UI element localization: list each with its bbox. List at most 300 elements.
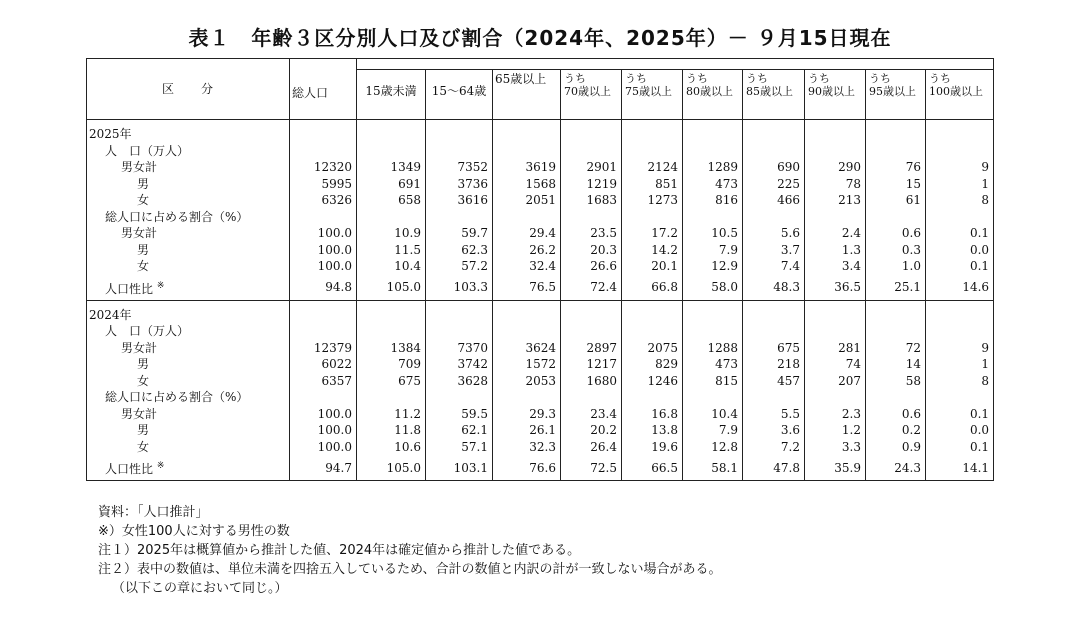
value-cell: 1680 xyxy=(561,373,622,390)
value-cell: 1289 xyxy=(683,159,743,176)
empty-cell xyxy=(357,209,426,226)
table-row xyxy=(87,176,994,193)
value-cell: 5.6 xyxy=(743,225,805,242)
empty-cell xyxy=(805,389,866,406)
value-cell: 3736 xyxy=(426,176,493,193)
header-uchi-label: うち xyxy=(746,72,768,85)
table-row xyxy=(87,242,994,259)
value-cell: 76 xyxy=(866,159,926,176)
table-row xyxy=(87,126,994,143)
value-cell: 1683 xyxy=(561,192,622,209)
value-cell: 0.6 xyxy=(866,225,926,242)
empty-cell xyxy=(357,143,426,160)
value-cell: 3742 xyxy=(426,356,493,373)
value-cell: 466 xyxy=(743,192,805,209)
empty-cell xyxy=(805,323,866,340)
empty-cell xyxy=(683,307,743,324)
value-cell: 218 xyxy=(743,356,805,373)
value-cell: 26.2 xyxy=(493,242,561,259)
value-cell: 32.3 xyxy=(493,439,561,456)
empty-cell xyxy=(926,307,994,324)
value-cell: 7.4 xyxy=(743,258,805,275)
value-cell: 23.4 xyxy=(561,406,622,423)
value-cell: 48.3 xyxy=(743,275,805,301)
row-label xyxy=(87,439,290,456)
value-cell: 2901 xyxy=(561,159,622,176)
empty-cell xyxy=(290,323,357,340)
value-cell: 1.3 xyxy=(805,242,866,259)
row-label-text: 女 xyxy=(137,373,150,388)
value-cell: 1.2 xyxy=(805,422,866,439)
value-cell: 1246 xyxy=(622,373,683,390)
empty-cell xyxy=(290,126,357,143)
header-under15 xyxy=(357,70,426,120)
value-cell: 2.3 xyxy=(805,406,866,423)
value-cell: 829 xyxy=(622,356,683,373)
row-label xyxy=(87,192,290,209)
empty-cell xyxy=(290,209,357,226)
header-category xyxy=(87,59,290,120)
table-row xyxy=(87,340,994,357)
value-cell: 72.5 xyxy=(561,455,622,481)
note-2: 注２）表中の数値は、単位未満を四捨五入しているため、合計の数値と内訳の計が一致しない場合がある。 xyxy=(98,562,722,577)
row-label xyxy=(87,422,290,439)
empty-cell xyxy=(493,389,561,406)
value-cell: 13.8 xyxy=(622,422,683,439)
table-notes xyxy=(98,503,721,598)
table-title: 表１ 年齢３区分別人口及び割合（2024年、2025年）－ ９月15日現在 xyxy=(188,26,892,50)
empty-cell xyxy=(926,209,994,226)
value-cell: 11.5 xyxy=(357,242,426,259)
value-cell: 9 xyxy=(926,159,994,176)
header-sub-5 xyxy=(866,70,926,120)
value-cell: 72.4 xyxy=(561,275,622,301)
empty-cell xyxy=(357,389,426,406)
value-cell: 14 xyxy=(866,356,926,373)
empty-cell xyxy=(926,389,994,406)
header-uchi-label: うち xyxy=(625,72,647,85)
header-row xyxy=(87,59,994,70)
value-cell: 473 xyxy=(683,356,743,373)
empty-cell xyxy=(357,126,426,143)
empty-cell xyxy=(426,323,493,340)
value-cell: 24.3 xyxy=(866,455,926,481)
share-heading-text: 総人口に占める割合（%） xyxy=(105,209,249,224)
value-cell: 290 xyxy=(805,159,866,176)
share-heading xyxy=(87,209,290,226)
value-cell: 5995 xyxy=(290,176,357,193)
header-65plus-label: 65歳以上 xyxy=(495,72,547,86)
value-cell: 66.8 xyxy=(622,275,683,301)
value-cell: 66.5 xyxy=(622,455,683,481)
header-total-label: 総人口 xyxy=(292,86,329,100)
value-cell: 281 xyxy=(805,340,866,357)
value-cell: 2.4 xyxy=(805,225,866,242)
value-cell: 1568 xyxy=(493,176,561,193)
value-cell: 2897 xyxy=(561,340,622,357)
value-cell: 57.1 xyxy=(426,439,493,456)
header-sub-0 xyxy=(561,70,622,120)
value-cell: 8 xyxy=(926,192,994,209)
value-cell: 0.0 xyxy=(926,242,994,259)
empty-cell xyxy=(866,389,926,406)
empty-cell xyxy=(683,126,743,143)
value-cell: 57.2 xyxy=(426,258,493,275)
value-cell: 76.6 xyxy=(493,455,561,481)
row-label-text: 男女計 xyxy=(121,226,158,240)
value-cell: 1572 xyxy=(493,356,561,373)
value-cell: 58.1 xyxy=(683,455,743,481)
empty-cell xyxy=(805,209,866,226)
header-sub-label: 75歳以上 xyxy=(625,85,672,98)
value-cell: 3628 xyxy=(426,373,493,390)
value-cell: 10.9 xyxy=(357,225,426,242)
header-sub-3 xyxy=(743,70,805,120)
table-row xyxy=(87,143,994,160)
asterisk-mark: ※ xyxy=(156,280,165,291)
value-cell: 10.4 xyxy=(683,406,743,423)
empty-cell xyxy=(683,209,743,226)
note-asterisk: ※）女性100人に対する男性の数 xyxy=(98,524,290,539)
value-cell: 7.2 xyxy=(743,439,805,456)
value-cell: 14.6 xyxy=(926,275,994,301)
value-cell: 1219 xyxy=(561,176,622,193)
row-label-text: 女 xyxy=(137,193,150,207)
empty-cell xyxy=(357,323,426,340)
table-row xyxy=(87,373,994,390)
value-cell: 11.2 xyxy=(357,406,426,423)
value-cell: 100.0 xyxy=(290,225,357,242)
row-label xyxy=(87,159,290,176)
value-cell: 74 xyxy=(805,356,866,373)
table-row xyxy=(87,192,994,209)
empty-cell xyxy=(357,307,426,324)
value-cell: 105.0 xyxy=(357,455,426,481)
empty-cell xyxy=(805,126,866,143)
value-cell: 29.4 xyxy=(493,225,561,242)
value-cell: 20.3 xyxy=(561,242,622,259)
section-year xyxy=(87,126,290,143)
value-cell: 1273 xyxy=(622,192,683,209)
value-cell: 20.1 xyxy=(622,258,683,275)
value-cell: 851 xyxy=(622,176,683,193)
value-cell: 23.5 xyxy=(561,225,622,242)
value-cell: 0.1 xyxy=(926,258,994,275)
empty-cell xyxy=(493,143,561,160)
value-cell: 94.7 xyxy=(290,455,357,481)
row-label-text: 男 xyxy=(137,423,150,437)
value-cell: 1349 xyxy=(357,159,426,176)
header-category-label: 区 分 xyxy=(161,81,214,96)
value-cell: 61 xyxy=(866,192,926,209)
value-cell: 100.0 xyxy=(290,439,357,456)
empty-cell xyxy=(866,307,926,324)
section-year-text: 2025年 xyxy=(89,127,132,141)
asterisk-mark: ※ xyxy=(156,461,165,471)
table-row xyxy=(87,275,994,301)
row-label-text: 女 xyxy=(137,259,150,273)
header-sub-6 xyxy=(926,70,994,120)
empty-cell xyxy=(622,209,683,226)
header-15to64 xyxy=(426,70,493,120)
empty-cell xyxy=(866,143,926,160)
empty-cell xyxy=(805,143,866,160)
population-heading-text: 人 口（万人） xyxy=(105,324,190,338)
table-row xyxy=(87,439,994,456)
empty-cell xyxy=(805,307,866,324)
row-label xyxy=(87,373,290,390)
empty-cell xyxy=(683,389,743,406)
header-sub-label: 80歳以上 xyxy=(686,85,733,98)
value-cell: 11.8 xyxy=(357,422,426,439)
header-sub-2 xyxy=(683,70,743,120)
value-cell: 1288 xyxy=(683,340,743,357)
value-cell: 10.5 xyxy=(683,225,743,242)
value-cell: 62.1 xyxy=(426,422,493,439)
value-cell: 76.5 xyxy=(493,275,561,301)
share-heading xyxy=(87,389,290,406)
header-uchi-label: うち xyxy=(686,72,708,85)
row-label-text: 男 xyxy=(137,242,150,257)
table-row xyxy=(87,389,994,406)
row-label xyxy=(87,176,290,193)
note-1: 注１）2025年は概算値から推計した値、2024年は確定値から推計した値である。 xyxy=(98,543,581,558)
empty-cell xyxy=(290,307,357,324)
value-cell: 100.0 xyxy=(290,406,357,423)
row-label-text: 男 xyxy=(137,357,150,371)
value-cell: 1384 xyxy=(357,340,426,357)
empty-cell xyxy=(926,143,994,160)
value-cell: 29.3 xyxy=(493,406,561,423)
value-cell: 100.0 xyxy=(290,258,357,275)
empty-cell xyxy=(622,323,683,340)
row-label-text: 男女計 xyxy=(121,160,158,174)
value-cell: 16.8 xyxy=(622,406,683,423)
value-cell: 6326 xyxy=(290,192,357,209)
row-label xyxy=(87,406,290,423)
value-cell: 26.1 xyxy=(493,422,561,439)
value-cell: 473 xyxy=(683,176,743,193)
empty-cell xyxy=(743,209,805,226)
empty-cell xyxy=(622,389,683,406)
value-cell: 815 xyxy=(683,373,743,390)
value-cell: 1 xyxy=(926,356,994,373)
value-cell: 10.4 xyxy=(357,258,426,275)
empty-cell xyxy=(622,143,683,160)
value-cell: 690 xyxy=(743,159,805,176)
value-cell: 100.0 xyxy=(290,242,357,259)
value-cell: 7370 xyxy=(426,340,493,357)
empty-cell xyxy=(743,126,805,143)
value-cell: 25.1 xyxy=(866,275,926,301)
empty-cell xyxy=(426,126,493,143)
table-row xyxy=(87,422,994,439)
value-cell: 691 xyxy=(357,176,426,193)
value-cell: 675 xyxy=(743,340,805,357)
row-label-text: 男 xyxy=(137,176,150,191)
value-cell: 35.9 xyxy=(805,455,866,481)
value-cell: 213 xyxy=(805,192,866,209)
value-cell: 0.1 xyxy=(926,225,994,242)
value-cell: 658 xyxy=(357,192,426,209)
value-cell: 0.9 xyxy=(866,439,926,456)
share-heading-text: 総人口に占める割合（%） xyxy=(105,390,249,404)
empty-cell xyxy=(561,323,622,340)
table-row xyxy=(87,356,994,373)
empty-cell xyxy=(743,389,805,406)
table-row xyxy=(87,455,994,481)
header-sub-label: 85歳以上 xyxy=(746,85,793,98)
value-cell: 709 xyxy=(357,356,426,373)
row-label-text: 男女計 xyxy=(121,340,158,355)
value-cell: 94.8 xyxy=(290,275,357,301)
value-cell: 1 xyxy=(926,176,994,193)
empty-cell xyxy=(866,126,926,143)
empty-cell xyxy=(561,307,622,324)
empty-cell xyxy=(493,209,561,226)
value-cell: 103.3 xyxy=(426,275,493,301)
note-source: 資料：「人口推計」 xyxy=(98,505,209,520)
section-year-text: 2024年 xyxy=(89,307,132,322)
population-heading xyxy=(87,323,290,340)
value-cell: 62.3 xyxy=(426,242,493,259)
population-heading-text: 人 口（万人） xyxy=(105,143,190,158)
value-cell: 26.4 xyxy=(561,439,622,456)
row-label xyxy=(87,242,290,259)
value-cell: 816 xyxy=(683,192,743,209)
value-cell: 10.6 xyxy=(357,439,426,456)
table-row xyxy=(87,159,994,176)
header-under15-label: 15歳未満 xyxy=(365,84,417,98)
row-label xyxy=(87,225,290,242)
header-15to64-label: 15～64歳 xyxy=(431,84,487,98)
empty-cell xyxy=(426,389,493,406)
section-year xyxy=(87,307,290,324)
value-cell: 32.4 xyxy=(493,258,561,275)
sex-ratio-label xyxy=(87,455,290,481)
value-cell: 3619 xyxy=(493,159,561,176)
value-cell: 17.2 xyxy=(622,225,683,242)
table-row xyxy=(87,209,994,226)
value-cell: 0.6 xyxy=(866,406,926,423)
value-cell: 0.1 xyxy=(926,439,994,456)
empty-cell xyxy=(561,209,622,226)
empty-cell xyxy=(561,143,622,160)
row-label xyxy=(87,258,290,275)
header-top-band xyxy=(357,59,994,70)
value-cell: 47.8 xyxy=(743,455,805,481)
value-cell: 19.6 xyxy=(622,439,683,456)
value-cell: 1.0 xyxy=(866,258,926,275)
table-row xyxy=(87,323,994,340)
value-cell: 225 xyxy=(743,176,805,193)
empty-cell xyxy=(493,126,561,143)
header-sub-label: 70歳以上 xyxy=(564,85,611,98)
header-sub-label: 90歳以上 xyxy=(808,85,855,98)
value-cell: 6357 xyxy=(290,373,357,390)
value-cell: 12379 xyxy=(290,340,357,357)
empty-cell xyxy=(290,389,357,406)
value-cell: 58.0 xyxy=(683,275,743,301)
value-cell: 3.6 xyxy=(743,422,805,439)
empty-cell xyxy=(561,389,622,406)
empty-cell xyxy=(561,126,622,143)
empty-cell xyxy=(622,126,683,143)
value-cell: 15 xyxy=(866,176,926,193)
value-cell: 12.8 xyxy=(683,439,743,456)
value-cell: 7352 xyxy=(426,159,493,176)
header-sub-1 xyxy=(622,70,683,120)
empty-cell xyxy=(622,307,683,324)
sex-ratio-label-text: 人口性比 xyxy=(105,462,154,476)
value-cell: 12.9 xyxy=(683,258,743,275)
empty-cell xyxy=(683,323,743,340)
value-cell: 3.7 xyxy=(743,242,805,259)
value-cell: 3.3 xyxy=(805,439,866,456)
row-label xyxy=(87,356,290,373)
header-65plus xyxy=(493,70,561,120)
row-label-text: 男女計 xyxy=(121,406,158,421)
empty-cell xyxy=(290,143,357,160)
value-cell: 26.6 xyxy=(561,258,622,275)
header-sub-label: 95歳以上 xyxy=(869,85,916,98)
empty-cell xyxy=(866,323,926,340)
value-cell: 59.7 xyxy=(426,225,493,242)
empty-cell xyxy=(926,126,994,143)
header-uchi-label: うち xyxy=(869,72,891,85)
value-cell: 58 xyxy=(866,373,926,390)
header-uchi-label: うち xyxy=(929,72,951,85)
empty-cell xyxy=(426,307,493,324)
value-cell: 3624 xyxy=(493,340,561,357)
table-row xyxy=(87,225,994,242)
value-cell: 20.2 xyxy=(561,422,622,439)
value-cell: 0.0 xyxy=(926,422,994,439)
value-cell: 7.9 xyxy=(683,242,743,259)
value-cell: 3616 xyxy=(426,192,493,209)
value-cell: 6022 xyxy=(290,356,357,373)
sex-ratio-label xyxy=(87,275,290,301)
value-cell: 5.5 xyxy=(743,406,805,423)
empty-cell xyxy=(426,209,493,226)
value-cell: 2075 xyxy=(622,340,683,357)
row-label xyxy=(87,340,290,357)
empty-cell xyxy=(866,209,926,226)
value-cell: 72 xyxy=(866,340,926,357)
header-uchi-label: うち xyxy=(564,72,586,85)
population-table xyxy=(86,58,994,481)
value-cell: 0.3 xyxy=(866,242,926,259)
value-cell: 100.0 xyxy=(290,422,357,439)
header-sub-4 xyxy=(805,70,866,120)
empty-cell xyxy=(493,323,561,340)
empty-cell xyxy=(926,323,994,340)
value-cell: 675 xyxy=(357,373,426,390)
value-cell: 3.4 xyxy=(805,258,866,275)
sex-ratio-label-text: 人口性比 xyxy=(105,281,154,296)
empty-cell xyxy=(743,307,805,324)
empty-cell xyxy=(426,143,493,160)
row-label-text: 女 xyxy=(137,439,150,454)
note-2-continued: （以下この章において同じ。） xyxy=(112,581,288,596)
value-cell: 1217 xyxy=(561,356,622,373)
value-cell: 59.5 xyxy=(426,406,493,423)
value-cell: 9 xyxy=(926,340,994,357)
header-sub-label: 100歳以上 xyxy=(929,85,983,98)
empty-cell xyxy=(743,323,805,340)
header-uchi-label: うち xyxy=(808,72,830,85)
value-cell: 457 xyxy=(743,373,805,390)
